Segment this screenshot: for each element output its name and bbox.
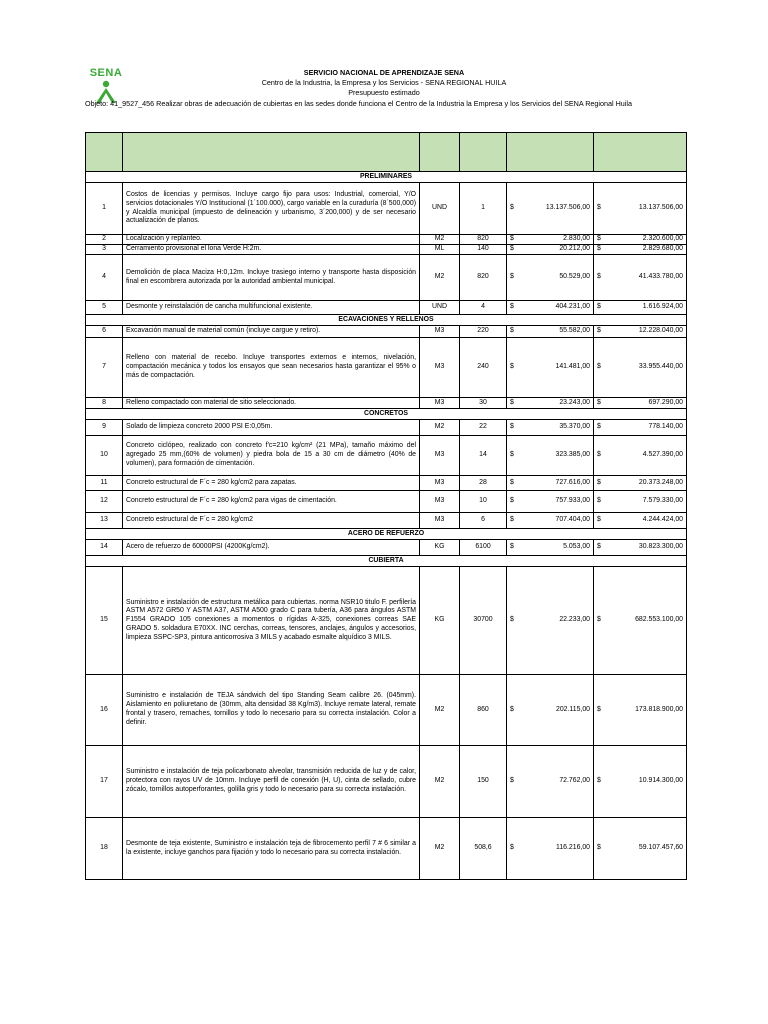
- currency-symbol: $: [597, 303, 601, 311]
- currency-symbol: $: [510, 451, 514, 459]
- item-unit: M3: [420, 436, 460, 476]
- sena-logo-text: SENA: [89, 67, 123, 79]
- section-title: CONCRETOS: [86, 409, 687, 420]
- section-row: [86, 529, 687, 540]
- item-number: 8: [86, 398, 123, 409]
- item-quantity: 140: [460, 245, 507, 255]
- item-quantity: 860: [460, 675, 507, 746]
- item-quantity: 6: [460, 513, 507, 529]
- item-unit: M2: [420, 420, 460, 436]
- unit-value-cell: [507, 540, 594, 556]
- table-row: [86, 491, 687, 513]
- total-value-cell: [594, 326, 687, 338]
- total-value-cell: [594, 436, 687, 476]
- currency-symbol: $: [597, 204, 601, 212]
- item-number: 3: [86, 245, 123, 255]
- section-title: PRELIMINARES: [86, 172, 687, 183]
- total-value-cell: [594, 255, 687, 301]
- total-value-cell: [594, 491, 687, 513]
- table-row: [86, 746, 687, 818]
- item-quantity: 14: [460, 436, 507, 476]
- item-number: 11: [86, 476, 123, 491]
- currency-symbol: $: [510, 245, 514, 253]
- item-quantity: 30700: [460, 567, 507, 675]
- item-quantity: 220: [460, 326, 507, 338]
- section-row: [86, 315, 687, 326]
- total-value: 12.228.040,00: [638, 327, 683, 335]
- currency-symbol: $: [510, 777, 514, 785]
- item-number: 6: [86, 326, 123, 338]
- item-description: Concreto estructural de F´c = 280 kg/cm2 para zapatas.: [123, 476, 420, 491]
- unit-value-cell: [507, 746, 594, 818]
- item-description: Concreto ciclópeo, realizado con concreto f'c=210 kg/cm² (21 MPa), tamaño máximo del agregado 25 mm,(60% de volumen) y piedra bola de 15 a 30 cm de diámetro (40% de volumen), para formación de cimentación.: [123, 436, 420, 476]
- item-description: Acero de refuerzo de 60000PSI (4200Kg/cm2).: [123, 540, 420, 556]
- unit-value: 707.404,00: [555, 516, 590, 524]
- total-value: 2.320.600,00: [642, 235, 683, 243]
- currency-symbol: $: [510, 705, 514, 713]
- table-row: [86, 567, 687, 675]
- currency-symbol: $: [597, 363, 601, 371]
- item-quantity: 22: [460, 420, 507, 436]
- item-number: 2: [86, 235, 123, 245]
- item-quantity: 240: [460, 338, 507, 398]
- unit-value-cell: [507, 235, 594, 245]
- currency-symbol: $: [597, 478, 601, 486]
- item-description: Suministro e instalación de estructura metálica para cubiertas. norma NSR10 titulo F. perfilería ASTM A572 GR50 Y ASTM A37, ASTM A500 grado C para tubería, A36 para ángulos ASTM F1554 GRADO 105 conexiones a momentos o rígidas A-325, conexiones correas SAE GRADO 5. soldadura E70XX. INC cerchas, correas, tensores, anclajes, ángulos y accesorios, limpieza SSPC-SP3, pintura anticorrosiva 3 MILS y acabado esmalte alquídico 3 MILS.: [123, 567, 420, 675]
- item-number: 16: [86, 675, 123, 746]
- total-value: 33.955.440,00: [638, 363, 683, 371]
- currency-symbol: $: [597, 777, 601, 785]
- total-value-cell: [594, 567, 687, 675]
- item-unit: UND: [420, 301, 460, 315]
- header-cell-total-value: [594, 133, 687, 172]
- table-row: [86, 338, 687, 398]
- currency-symbol: $: [597, 398, 601, 406]
- total-value: 697.290,00: [648, 398, 683, 406]
- table-row: [86, 420, 687, 436]
- unit-value: 20.212,00: [559, 245, 590, 253]
- currency-symbol: $: [510, 204, 514, 212]
- section-title: CUBIERTA: [86, 556, 687, 567]
- total-value-cell: [594, 183, 687, 235]
- unit-value: 2.830,00: [563, 235, 590, 243]
- unit-value: 757.933,00: [555, 497, 590, 505]
- item-number: 14: [86, 540, 123, 556]
- table-row: [86, 436, 687, 476]
- item-description: Excavación manual de material común (incluye cargue y retiro).: [123, 326, 420, 338]
- item-quantity: 150: [460, 746, 507, 818]
- unit-value: 72.762,00: [559, 777, 590, 785]
- table-header-row: [86, 133, 687, 172]
- unit-value-cell: [507, 818, 594, 880]
- unit-value-cell: [507, 338, 594, 398]
- center-name: Centro de la Industria, la Empresa y los Servicios - SENA REGIONAL HUILA: [261, 78, 507, 87]
- table-row: [86, 326, 687, 338]
- item-number: 12: [86, 491, 123, 513]
- currency-symbol: $: [510, 273, 514, 281]
- item-number: 4: [86, 255, 123, 301]
- unit-value: 727.616,00: [555, 478, 590, 486]
- currency-symbol: $: [510, 398, 514, 406]
- total-value-cell: [594, 338, 687, 398]
- section-row: [86, 172, 687, 183]
- currency-symbol: $: [597, 497, 601, 505]
- document-title: Presupuesto estimado: [348, 88, 420, 97]
- item-number: 15: [86, 567, 123, 675]
- unit-value-cell: [507, 420, 594, 436]
- total-value: 173.818.900,00: [635, 705, 683, 713]
- item-unit: ML: [420, 245, 460, 255]
- currency-symbol: $: [510, 423, 514, 431]
- total-value: 7.579.330,00: [642, 497, 683, 505]
- currency-symbol: $: [510, 844, 514, 852]
- item-quantity: 6100: [460, 540, 507, 556]
- unit-value: 55.582,00: [559, 327, 590, 335]
- item-description: Demolición de placa Maciza H:0,12m. Incluye trasiego interno y transporte hasta disposición final en escombrera autorizada por la autoridad ambiental municipal.: [123, 255, 420, 301]
- currency-symbol: $: [510, 478, 514, 486]
- currency-symbol: $: [510, 543, 514, 551]
- total-value: 1.616.924,00: [642, 303, 683, 311]
- currency-symbol: $: [597, 327, 601, 335]
- currency-symbol: $: [597, 423, 601, 431]
- unit-value-cell: [507, 326, 594, 338]
- item-description: Localización y replanteo.: [123, 235, 420, 245]
- item-quantity: 820: [460, 255, 507, 301]
- item-quantity: 4: [460, 301, 507, 315]
- header-cell-description: [123, 133, 420, 172]
- unit-value-cell: [507, 491, 594, 513]
- table-row: [86, 398, 687, 409]
- item-description: Solado de limpieza concreto 2000 PSI E:0,05m.: [123, 420, 420, 436]
- total-value-cell: [594, 245, 687, 255]
- currency-symbol: $: [510, 497, 514, 505]
- item-description: Relleno compactado con material de sitio seleccionado.: [123, 398, 420, 409]
- item-unit: M3: [420, 326, 460, 338]
- currency-symbol: $: [510, 363, 514, 371]
- currency-symbol: $: [597, 516, 601, 524]
- item-quantity: 28: [460, 476, 507, 491]
- item-number: 17: [86, 746, 123, 818]
- section-row: [86, 409, 687, 420]
- currency-symbol: $: [597, 705, 601, 713]
- item-number: 9: [86, 420, 123, 436]
- currency-symbol: $: [597, 543, 601, 551]
- total-value: 682.553.100,00: [635, 616, 683, 624]
- item-unit: M3: [420, 513, 460, 529]
- total-value: 10.914.300,00: [638, 777, 683, 785]
- item-number: 5: [86, 301, 123, 315]
- item-number: 18: [86, 818, 123, 880]
- item-unit: M3: [420, 491, 460, 513]
- table-row: [86, 255, 687, 301]
- item-quantity: 1: [460, 183, 507, 235]
- total-value-cell: [594, 513, 687, 529]
- total-value: 778.140,00: [648, 423, 683, 431]
- item-number: 1: [86, 183, 123, 235]
- section-title: ECAVACIONES Y RELLENOS: [86, 315, 687, 326]
- total-value: 4.527.390,00: [642, 451, 683, 459]
- total-value: 20.373.248,00: [638, 478, 683, 486]
- header-cell-unit-value: [507, 133, 594, 172]
- table-row: [86, 818, 687, 880]
- item-description: Costos de licencias y permisos. Incluye cargo fijo para usos: Industrial, comercial, Y/O servicios dotacionales Y/O Institucional (1´100.000), cargo variable en la curaduría (8´500,000) y Alcaldía municipal (impuesto de delineación y urbanismo, 3´200,000) y de ser necesario actualización de planos.: [123, 183, 420, 235]
- currency-symbol: $: [597, 451, 601, 459]
- currency-symbol: $: [510, 235, 514, 243]
- unit-value: 323.385,00: [555, 451, 590, 459]
- table-row: [86, 245, 687, 255]
- item-quantity: 820: [460, 235, 507, 245]
- unit-value-cell: [507, 398, 594, 409]
- unit-value-cell: [507, 476, 594, 491]
- section-row: [86, 556, 687, 567]
- header-cell-item: [86, 133, 123, 172]
- item-quantity: 30: [460, 398, 507, 409]
- item-number: 13: [86, 513, 123, 529]
- item-unit: M2: [420, 235, 460, 245]
- header-cell-quantity: [460, 133, 507, 172]
- currency-symbol: $: [510, 327, 514, 335]
- item-number: 10: [86, 436, 123, 476]
- item-description: Desmonte de teja existente, Suministro e instalación teja de fibrocemento perfil 7 # 6 similar a la existente, incluye ganchos para fijación y todo lo necesario para su correcta instalación.: [123, 818, 420, 880]
- item-description: Concreto estructural de F´c = 280 kg/cm2: [123, 513, 420, 529]
- unit-value: 116.216,00: [556, 844, 590, 852]
- section-title: ACERO DE REFUERZO: [86, 529, 687, 540]
- total-value-cell: [594, 746, 687, 818]
- unit-value: 404.231,00: [555, 303, 590, 311]
- item-description: Suministro e instalación de teja policarbonato alveolar, transmisión reducida de luz y de calor, protectora con rayos UV de 10mm. Incluye perfil de conexión (H, U), cinta de sellado, cubre zócalo, tornillos autoperforantes, golilla gris y todo lo necesario para su correcta instalación.: [123, 746, 420, 818]
- table-row: [86, 183, 687, 235]
- unit-value: 202.115,00: [556, 705, 590, 713]
- unit-value-cell: [507, 567, 594, 675]
- total-value-cell: [594, 675, 687, 746]
- unit-value: 13.137.506,00: [545, 204, 590, 212]
- item-unit: M2: [420, 255, 460, 301]
- total-value-cell: [594, 818, 687, 880]
- item-description: Concreto estructural de F´c = 280 kg/cm2 para vigas de cimentación.: [123, 491, 420, 513]
- currency-symbol: $: [597, 616, 601, 624]
- budget-table: [85, 132, 687, 880]
- item-unit: UND: [420, 183, 460, 235]
- total-value-cell: [594, 235, 687, 245]
- institution-name: SERVICIO NACIONAL DE APRENDIZAJE SENA: [303, 68, 465, 77]
- currency-symbol: $: [597, 844, 601, 852]
- item-unit: M3: [420, 338, 460, 398]
- item-unit: M3: [420, 398, 460, 409]
- table-row: [86, 513, 687, 529]
- table-row: [86, 476, 687, 491]
- currency-symbol: $: [597, 245, 601, 253]
- item-description: Cerramiento provisional el lona Verde H:2m.: [123, 245, 420, 255]
- item-unit: KG: [420, 567, 460, 675]
- unit-value: 50.529,00: [559, 273, 590, 281]
- unit-value: 22.233,00: [559, 616, 590, 624]
- item-description: Desmonte y reinstalación de cancha multifuncional existente.: [123, 301, 420, 315]
- objective-text: Objeto: 41_9527_456 Realizar obras de adecuación de cubiertas en las sedes donde funciona el Centro de la Industria la Empresa y los Servicios del SENA Regional Huila: [85, 99, 632, 108]
- item-number: 7: [86, 338, 123, 398]
- table-row: [86, 540, 687, 556]
- unit-value: 5.053,00: [563, 543, 590, 551]
- unit-value-cell: [507, 255, 594, 301]
- unit-value-cell: [507, 675, 594, 746]
- unit-value: 141.481,00: [555, 363, 590, 371]
- item-unit: M2: [420, 746, 460, 818]
- unit-value-cell: [507, 183, 594, 235]
- currency-symbol: $: [510, 516, 514, 524]
- unit-value-cell: [507, 301, 594, 315]
- unit-value-cell: [507, 513, 594, 529]
- total-value: 4.244.424,00: [642, 516, 683, 524]
- currency-symbol: $: [510, 303, 514, 311]
- total-value-cell: [594, 476, 687, 491]
- total-value-cell: [594, 301, 687, 315]
- total-value-cell: [594, 398, 687, 409]
- currency-symbol: $: [597, 273, 601, 281]
- item-unit: M2: [420, 818, 460, 880]
- item-quantity: 10: [460, 491, 507, 513]
- currency-symbol: $: [597, 235, 601, 243]
- item-description: Relleno con material de recebo. Incluye transportes externos e internos, nivelación, compactación mecánica y todos los ensayos que sean necesarios hasta garantizar el 95% o más de compactación.: [123, 338, 420, 398]
- item-unit: M3: [420, 476, 460, 491]
- unit-value: 35.370,00: [559, 423, 590, 431]
- table-row: [86, 235, 687, 245]
- unit-value-cell: [507, 245, 594, 255]
- header-cell-unit: [420, 133, 460, 172]
- total-value: 59.107.457,60: [638, 844, 683, 852]
- unit-value-cell: [507, 436, 594, 476]
- item-quantity: 508,6: [460, 818, 507, 880]
- table-row: [86, 675, 687, 746]
- currency-symbol: $: [510, 616, 514, 624]
- total-value: 41.433.780,00: [638, 273, 683, 281]
- unit-value: 23.243,00: [559, 398, 590, 406]
- item-unit: KG: [420, 540, 460, 556]
- total-value-cell: [594, 420, 687, 436]
- total-value: 13.137.506,00: [638, 204, 683, 212]
- total-value: 30.823.300,00: [638, 543, 683, 551]
- total-value: 2.829.680,00: [642, 245, 683, 253]
- item-unit: M2: [420, 675, 460, 746]
- table-row: [86, 301, 687, 315]
- total-value-cell: [594, 540, 687, 556]
- item-description: Suministro e instalación de TEJA sándwich del tipo Standing Seam calibre 26. (045mm). Aislamiento en poliuretano de (30mm, alta densidad 38 Kg/m3). Incluye remate lateral, remate frontal y trasero, remaches, tornillos y todo lo necesario para su correcta instalación. Color a definir.: [123, 675, 420, 746]
